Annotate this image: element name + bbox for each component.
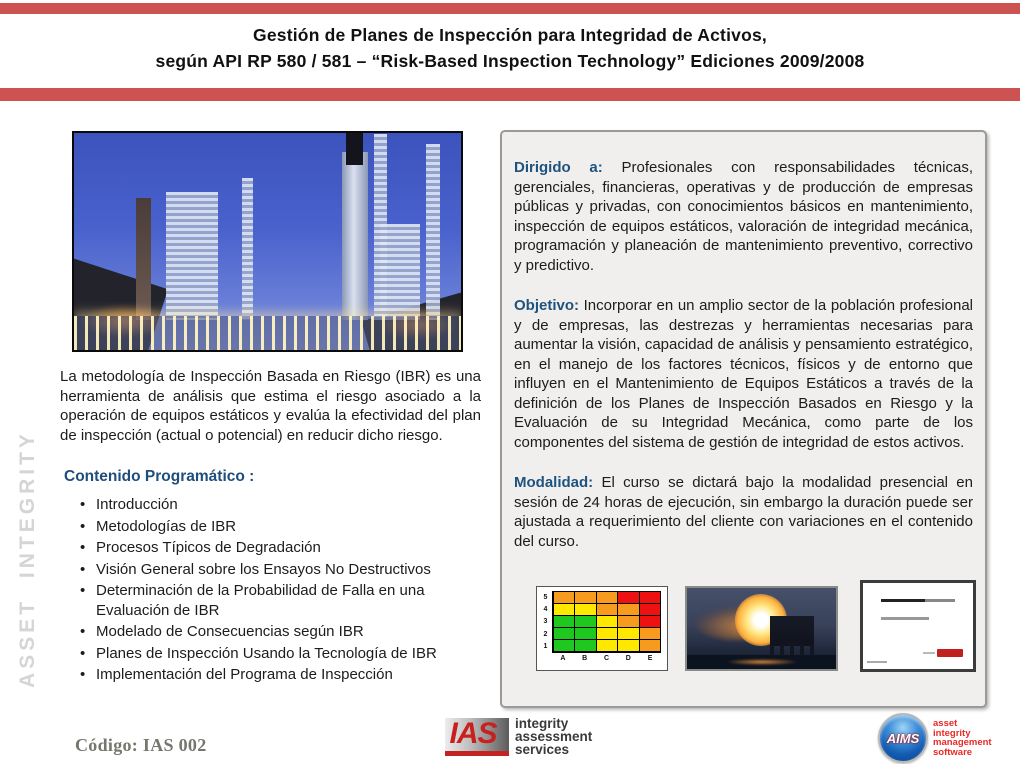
risk-matrix-cell (554, 616, 574, 627)
risk-matrix-col-label: D (625, 655, 631, 662)
ias-text-line: services (515, 742, 570, 757)
contents-heading: Contenido Programático : (64, 468, 255, 485)
chimney (136, 198, 151, 320)
objetivo-text: Incorporar en un amplio sector de la población profesional y de empresas, las destrezas y herramientas necesarias para aumentar la visión, capacidad de análisis y pensamiento estratégico, en el manejo de los factores técnicos, físicos y de entorno que influyen en el Mantenimiento de Equipos Estáticos a través de la definición de los Planes de Inspección Basados en Riesgo y la Evaluación de su Integridad Mecánica, como parte de los componentes del sistema de gestión de integridad de estos activos. (514, 297, 973, 451)
list-item: • Metodologías de IBR (78, 517, 478, 537)
aims-logo-sphere (878, 713, 928, 763)
risk-matrix-cell (575, 616, 595, 627)
top-red-bar (0, 3, 1020, 14)
flare-stack (342, 152, 368, 320)
modalidad-paragraph (514, 473, 973, 551)
modalidad-label: Modalidad: (514, 474, 594, 491)
modalidad-text: El curso se dictará bajo la modalidad presencial en sesión de 24 horas de ejecución, sin embargo la duración puede ser ajustada a requerimiento del cliente con variaciones en el contenido del curso. (514, 474, 973, 550)
risk-matrix-cell (597, 592, 617, 603)
course-code: Código: IAS 002 (75, 735, 207, 755)
risk-matrix-cell (575, 640, 595, 651)
risk-matrix-cell (618, 628, 638, 639)
risk-matrix-cell (618, 592, 638, 603)
risk-matrix-cell (597, 616, 617, 627)
risk-matrix-row-label: 4 (543, 606, 548, 614)
page-title (0, 22, 1020, 74)
doc-title-line-2 (925, 599, 955, 602)
list-item: • Modelado de Consecuencias según IBR (78, 622, 478, 642)
list-item: • Determinación de la Probabilidad de Falla en una Evaluación de IBR (78, 581, 478, 620)
ias-logo-box (445, 718, 509, 756)
dirigido-text: Profesionales con responsabilidades técnicas, gerenciales, financieras, operativas y de producción de empresas públicas y privadas, con conocimientos básicos en mantenimiento, inspección de equipos estáticos, valoración de integridad mecánica, programación y planeación de mantenimiento preventivo, correctivo y predictivo. (514, 159, 973, 274)
plant-lights-strip (74, 316, 461, 350)
doc-subtitle-line (881, 617, 929, 620)
risk-matrix-row-label: 2 (543, 630, 548, 638)
risk-matrix-cell (618, 616, 638, 627)
title-line-1: Gestión de Planes de Inspección para Integridad de Activos, (253, 25, 767, 45)
ias-logo-text (515, 717, 592, 756)
risk-matrix-cell (575, 592, 595, 603)
platform-silhouette (770, 616, 814, 646)
objetivo-label: Objetivo: (514, 297, 580, 314)
risk-matrix-col-label: E (647, 655, 653, 662)
column-right-2 (374, 134, 387, 320)
tower-thin (242, 178, 253, 320)
header-divider-red-bar (0, 88, 1020, 101)
dirigido-label: Dirigido a: (514, 159, 603, 176)
risk-matrix-thumbnail (536, 586, 668, 671)
risk-matrix-cell (575, 604, 595, 615)
risk-matrix-col-label: C (603, 655, 610, 662)
aims-text-line: integrity (933, 727, 971, 739)
risk-matrix-cell (618, 640, 638, 651)
risk-matrix-row-label: 3 (543, 618, 548, 626)
risk-matrix-cell (597, 604, 617, 615)
risk-matrix-col-label: B (582, 655, 588, 662)
risk-matrix-cell (554, 592, 574, 603)
risk-matrix-body (539, 591, 661, 653)
risk-matrix-col-label: A (560, 655, 566, 662)
risk-matrix-cell (554, 628, 574, 639)
intro-paragraph: La metodología de Inspección Basada en Riesgo (IBR) es una herramienta de análisis que estima el riesgo asociado a la operación de equipos estáticos y evalúa la efectividad del plan de inspección (actual o potencial) en reducir dicho riesgo. (60, 368, 481, 444)
risk-matrix-cell (640, 628, 660, 639)
ias-text-line: integrity (515, 716, 569, 731)
risk-matrix-cell (554, 640, 574, 651)
column-right-1 (426, 144, 440, 320)
aims-text-line: asset (933, 718, 958, 729)
title-line-2: según API RP 580 / 581 – “Risk-Based Inspection Technology” Ediciones 2009/2008 (155, 51, 865, 71)
risk-matrix-cell (640, 592, 660, 603)
risk-matrix-cell (554, 604, 574, 615)
api-logo-mark (937, 649, 963, 657)
risk-matrix-cell (597, 628, 617, 639)
tower-left (166, 192, 218, 320)
course-info-panel (500, 130, 987, 708)
risk-matrix-grid (552, 591, 661, 653)
aims-logo-text (933, 719, 992, 757)
ias-logo (445, 717, 592, 756)
risk-matrix-cell (640, 616, 660, 627)
risk-matrix-row-label: 5 (543, 593, 548, 601)
list-item: • Planes de Inspección Usando la Tecnología de IBR (78, 644, 478, 664)
risk-matrix-cell (640, 604, 660, 615)
aims-text-line: management (933, 737, 992, 748)
contents-bullet-list (78, 495, 478, 687)
objetivo-paragraph (514, 296, 973, 452)
ias-text-line: assessment (515, 729, 593, 744)
list-item: • Visión General sobre los Ensayos No Destructivos (78, 560, 478, 580)
doc-footer-line (867, 661, 887, 663)
risk-matrix-cell (618, 604, 638, 615)
stack-tip (346, 133, 363, 165)
risk-matrix-col-labels (552, 653, 661, 664)
platform-fire-thumbnail (685, 586, 838, 671)
risk-matrix-cell (597, 640, 617, 651)
list-item: • Introducción (78, 495, 478, 515)
risk-matrix-row-label: 1 (543, 643, 548, 651)
fire-reflection (727, 659, 797, 665)
aims-logo (878, 713, 992, 763)
risk-matrix-cell (640, 640, 660, 651)
dirigido-paragraph (514, 158, 973, 275)
asset-integrity-watermark: ASSET INTEGRITY (16, 430, 39, 688)
risk-matrix-row-labels (539, 591, 552, 653)
list-item: • Implementación del Programa de Inspección (78, 665, 478, 685)
list-item: • Procesos Típicos de Degradación (78, 538, 478, 558)
aims-text-line: software (933, 746, 973, 758)
risk-matrix-cell (575, 628, 595, 639)
aims-acronym: AIMS (886, 730, 920, 746)
ias-acronym: IAS (449, 717, 497, 750)
refinery-night-photo (72, 131, 463, 352)
thumbnail-row (514, 580, 973, 676)
api-document-thumbnail (860, 580, 976, 672)
